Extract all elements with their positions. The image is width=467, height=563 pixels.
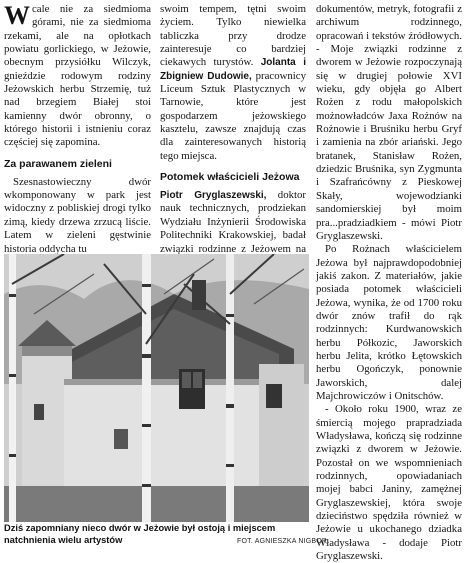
column-3: [316, 3, 462, 563]
drop-cap: W: [4, 1, 30, 30]
subheading-potomek: Potomek właścicieli Jeżowa: [160, 171, 300, 184]
subheading-zieleni: Za parawanem zieleni: [4, 157, 112, 170]
paragraph-roznach: Po Rożnach właścicielem Jeżowa był najprawdopodobniej jakiś zakon. Z materiałów, jakie posiada potomek właścicieli Jeżowa, wynika, że od 1700 roku dwór znów trafił do rąk rodzinnych: Kurdwanowskich herbu Półkozic, Jaworskich herbu Jelita, krótko Łętowskich herbu Ogończyk, ponownie Jaworskich, dalej Majchrowiczów i Onitschów.: [316, 243, 462, 402]
gryglaszewski-text: doktor nauk technicznych, prodziekan Wydziału Inżynierii Środowiska Politechniki Krakowskiej, badał związki rodzinne z Jeżowem na: [160, 189, 306, 255]
person-name-gryglaszewski: Piotr Gryglaszewski,: [160, 190, 267, 202]
intro-text: cale nie za siedmioma górami, nie za siedmioma rzekami, ale na opłotkach powiatu gorlickiego, w Jeżowie, obecnym przysiółku Wilczyk, gnieździe rodowym rodziny Jeżowskich herbu Strzemię, tuż nad brzegiem Białej stoi kamienny dwór obronny, o którego historii i istnieniu coraz częściej się zapomina.: [4, 3, 151, 149]
paragraph-okolo-1900: - Około roku 1900, wraz ze śmiercią mojego prapradziada Władysława, kończą się rodzinne związki z dworem w Jeżowie. Pozostał on we wspomnieniach rodzinnych, opowiadaniach mojej babci Janiny, zamężnej Gryglaszewskiej, która swoje dzieciństwo spędziła również w Jeżowie u ukochanego dziadka Władysława - dodaje Piotr Gryglaszewski.: [316, 403, 462, 563]
photo-caption: Dziś zapomniany nieco dwór w Jeżowie był ostoją i miejscem natchnienia wielu artystów: [4, 523, 276, 545]
manor-house-illustration: [4, 254, 309, 522]
manor-photo: [4, 254, 309, 522]
paragraph-park: Szesnastowieczny dwór wkomponowany w park jest widoczny z pobliskiej drogi tylko zimą, kiedy drzewa zrzucą liście. Latem w zieleni gęstwinie historia oddycha tu: [4, 175, 151, 255]
person-names-dudowie: Jolanta i Zbigniew Dudowie,: [160, 57, 306, 82]
paragraph-tabliczka: [160, 3, 306, 163]
photo-credit: FOT. AGNIESZKA NIGBOR: [237, 538, 328, 545]
column-1: [4, 3, 151, 256]
dudowie-text: pracownicy Liceum Sztuk Plastycznych w Tarnowie, które jest gospodarzem jeżowskiego kasztelu, zawsze znajdują czas dla zainteresowanych historią tego miejsca.: [160, 69, 306, 162]
intro-paragraph: [4, 3, 151, 150]
column-2: [160, 3, 306, 269]
paragraph-dokumentow: dokumentów, metryk, fotografii z archiwum rodzinnego, opracowań i tekstów źródłowych. - Moje związki rodzinne z dworem w Jeżowie rozpoczynają się w drugiej połowie XVI wieku, gdy objęła go Albert Rożen z rodu małopolskich możnowładców Jaxa Rożnów na Rożnowie i Bruśniku herbu Gryf i zamienia na zbór ariański. Jego bratanek, Stanisław Rożen, dziedzic Bruśnika, syn Zygmunta i Szafrańcówny z Pieskowej Skały, wojewodzianki sandomierskiej był moim pra...pradziadkiem - mówi Piotr Gryglaszewski.: [316, 3, 462, 242]
tabliczka-text: swoim tempem, tętni swoim życiem. Tylko niewielka tabliczka przy drodze zainteresuje co bardziej ciekawych turystów.: [160, 3, 306, 69]
